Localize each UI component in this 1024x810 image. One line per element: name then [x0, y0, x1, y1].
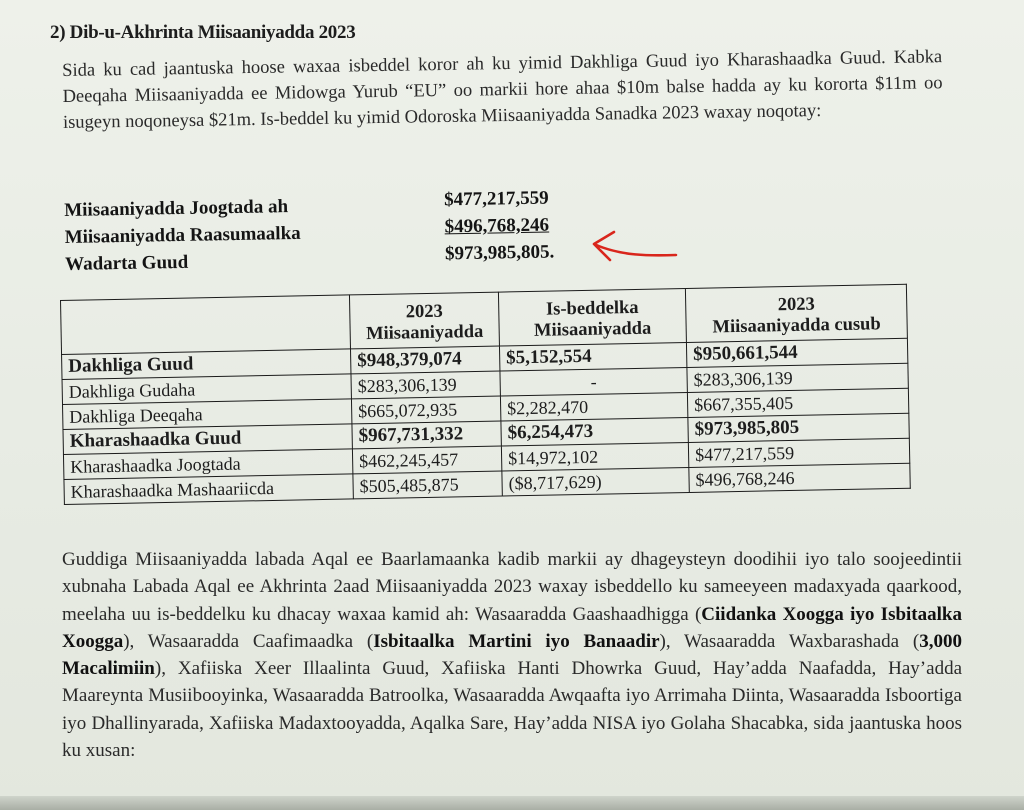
row-label-cell: Kharashaadka Joogtada [63, 449, 352, 480]
value-cell: $505,485,875 [353, 471, 502, 499]
table-header-cell [685, 284, 907, 342]
table-header-cell [61, 295, 351, 355]
budget-label: Wadarta Guud [65, 251, 189, 275]
header-text: Is-beddelka Miisaaniyadda [533, 297, 652, 341]
budget-value: $973,985,805. [444, 241, 555, 265]
row-label-cell: Dakhliga Deeqaha [63, 399, 352, 430]
closing-paragraph [62, 546, 962, 764]
row-label-cell: Dakhliga Guud [62, 349, 351, 380]
page-edge-shadow [0, 796, 1024, 810]
budget-table-wrap [60, 284, 911, 505]
value-cell: $2,282,470 [500, 392, 687, 421]
value-cell: - [500, 367, 687, 396]
row-label-cell: Kharashaadka Mashaariicda [64, 474, 353, 505]
header-text: 2023 Miisaaniyadda cusub [712, 294, 881, 338]
row-label-cell: Dakhliga Gudaha [62, 374, 351, 405]
value-cell: $14,972,102 [501, 442, 688, 471]
value-cell: ($8,717,629) [502, 467, 689, 496]
closing-text: ), Xafiiska Xeer Illaalinta Guud, Xafiiska Hanti Dhowrka Guud, Hay’adda Naafadda, Hay’adda Maareynta Musiibooyinka, Wasaaradda Batroolka, Wasaaradda Awqaafta iyo Arrimaha Diinta, Wasaaradda Isboortiga iyo Dhallinyarada, Xafiiska Madaxtooyadda, Aqalka Sare, Hay’adda NISA iyo Golaha Shacabka, sida jaantuska hoos ku xusan: [62, 658, 962, 762]
value-cell: $665,072,935 [351, 396, 500, 424]
intro-paragraph: Sida ku cad jaantuska hoose waxaa isbeddel koror ah ku yimid Dakhliga Guud iyo Kharashaadka Guud. Kabka Deeqaha Miisaaniyadda ee Midowga Yurub “EU” oo markii hore ahaa $10m balse hadda ay ku kororta $11m oo isugeyn noqoneysa $21m. Is-beddel ku yimid Odoroska Miisaaniyadda Sanadka 2023 waxay noqotay: [62, 47, 943, 133]
closing-text: ), Wasaaradda Waxbarashada ( [659, 630, 920, 652]
value-cell: $973,985,805 [688, 413, 909, 442]
value-cell: $283,306,139 [687, 363, 908, 392]
value-cell: $477,217,559 [688, 438, 909, 467]
table-body [62, 338, 911, 504]
value-cell: $462,245,457 [352, 446, 501, 474]
budget-label: Miisaaniyadda Raasumaalka [64, 222, 301, 248]
section-heading: 2) Dib-u-Akhrinta Miisaaniyadda 2023 [50, 22, 356, 43]
budget-table [60, 284, 911, 505]
value-cell: $967,731,332 [352, 421, 501, 449]
budget-value: $477,217,559 [443, 187, 549, 211]
row-label-cell: Kharashaadka Guud [63, 424, 352, 455]
value-cell: $667,355,405 [687, 388, 908, 417]
value-cell: $6,254,473 [501, 417, 688, 446]
closing-text: ), Wasaaradda Caafimaadka ( [123, 630, 374, 652]
value-cell: $950,661,544 [686, 338, 907, 367]
red-arrow-icon [580, 222, 680, 272]
header-text: 2023 Miisaaniyadda [365, 301, 484, 345]
closing-bold: 3,000 Macalimiin [62, 630, 962, 680]
budget-label: Miisaaniyadda Joogtada ah [64, 196, 289, 221]
value-cell: $496,768,246 [689, 463, 910, 492]
closing-bold: Isbitaalka Martini iyo Banaadir [373, 630, 660, 652]
closing-text: Guddiga Miisaaniyadda labada Aqal ee Baarlamaanka kadib markii ay dhageysteyn doodihii iyo talo soojeedintii xubnaha Labada Aqal ee Akhrinta 2aad Miisaaniyadda 2023 waxay isbeddello ku sameeyeen madaxyada qaarkood, meelaha uu is-beddelku ku dhacay waxaa kamid ah: Wasaaradda Gaashaadhigga ( [62, 549, 962, 625]
table-header-cell [498, 288, 686, 346]
value-cell: $283,306,139 [351, 371, 500, 399]
closing-bold: Ciidanka Xoogga iyo Isbitaalka Xoogga [62, 603, 962, 652]
table-header-cell [349, 292, 499, 349]
budget-value: $496,768,246 [444, 214, 550, 238]
value-cell: $5,152,554 [499, 342, 686, 371]
budget-summary [64, 186, 625, 277]
value-cell: $948,379,074 [350, 346, 499, 374]
